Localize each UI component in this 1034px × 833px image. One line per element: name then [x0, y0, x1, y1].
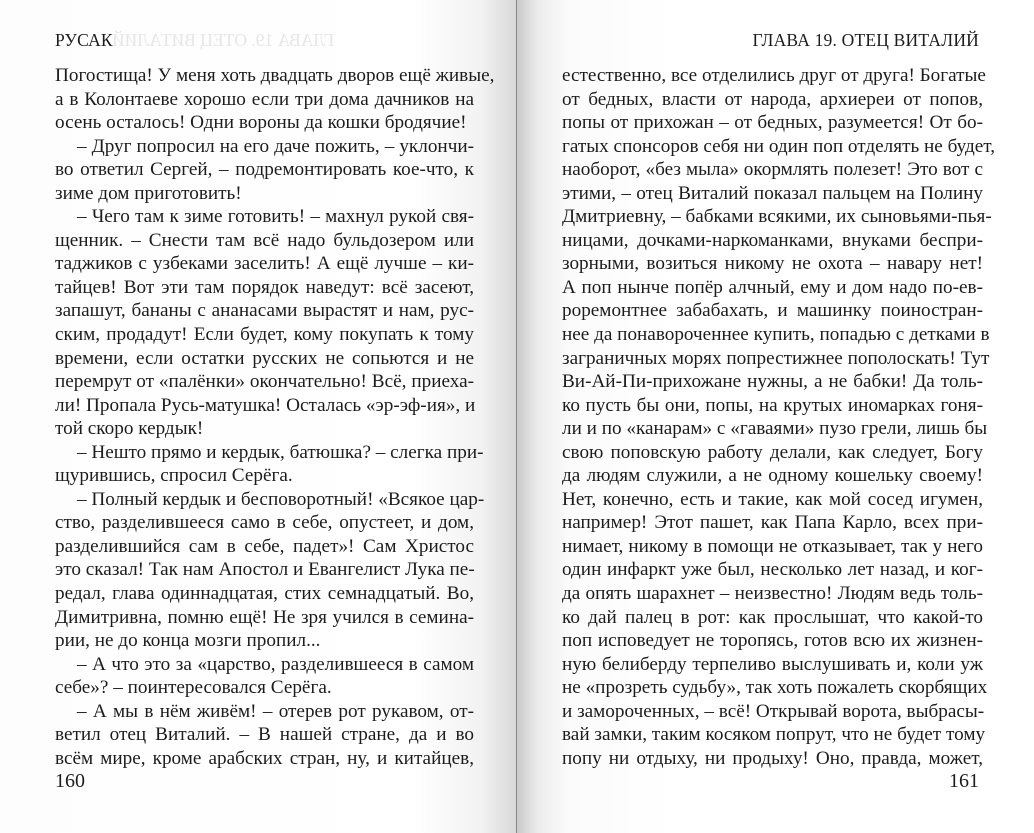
text-line: Нет, конечно, есть и такие, как мой сосед игумен, — [562, 488, 983, 510]
text-line: – А мы в нём живём! – отерев рот рукавом, от- — [77, 700, 474, 722]
text-line: ветил отец Виталий. – В нашей стране, да и во — [55, 724, 474, 746]
text-line: тайцев! Вот эти там порядок наведут: всё засеют, — [55, 276, 474, 298]
text-line: А поп нынче попёр алчный, ему и дом надо по-ев- — [562, 276, 983, 298]
text-line: а в Колонтаеве хорошо если три дома дачников на — [55, 88, 474, 110]
text-line: этими, – отец Виталий показал пальцем на Полину — [562, 182, 983, 204]
text-line: себе»? – поинтересовался Серёга. — [55, 677, 332, 699]
bleed-through-heading: ГЛАВА 19. ОТЕЦ ВИТАЛИЙ — [112, 30, 335, 50]
text-line: нимает, никому в помощи не отказывает, так у него — [562, 535, 983, 557]
text-line: и замороченных, – всё! Открывай ворота, выбрасы- — [562, 700, 985, 722]
text-line: редал, глава одиннадцатая, стих семнадцатый. Во, — [55, 583, 474, 605]
left-page-body — [55, 64, 495, 770]
text-line: заграничных морях попрестижнее пополоскать! Тут — [562, 347, 990, 369]
text-line: не «прозреть судьбу», так хоть пожалеть скорбящих — [562, 677, 988, 699]
text-line: – А что это за «царство, разделившееся в самом — [77, 653, 474, 675]
book-gutter — [516, 0, 517, 833]
text-line: вай замки, таким косяком попрут, что не будет тому — [562, 724, 986, 746]
text-line: осень осталось! Одни вороны да кошки бродячие! — [55, 112, 467, 134]
text-line: – Полный кердык и бесповоротный! «Всякое цар- — [77, 488, 485, 510]
text-line: рии, не до конца мозги пропил... — [55, 630, 321, 652]
text-line: всём мире, кроме арабских стран, ну, и китайцев, — [55, 747, 474, 769]
text-line: Погостища! У меня хоть двадцать дворов ещё живые, — [55, 65, 495, 86]
text-line: разделившийся сам в себе, падет»! Сам Христос — [55, 535, 474, 557]
text-line: попы от прихожан – от бедных, разумеется! От бо- — [562, 112, 983, 134]
text-line: Ви-Ай-Пи-прихожане нужны, а не бабки! Да толь- — [562, 371, 983, 393]
text-line: поп исповедует не торопясь, готов всю их жизнен- — [562, 630, 983, 652]
text-line: ную белиберду терпеливо выслушивать и, коли уж — [562, 653, 983, 675]
text-line: наоборот, «без мыла» окормлять полезет! Это вот с — [562, 159, 983, 181]
text-line: ским, продадут! Если будет, кому покупать к тому — [55, 324, 474, 346]
text-line: ко пусть бы они, попы, на крутых иномарках гоня- — [562, 394, 983, 416]
text-line: да людям служили, а не одному кошельку своему! — [562, 465, 983, 487]
text-line: один инфаркт уже был, несколько лет назад, и ког- — [562, 559, 983, 581]
text-line: это сказал! Так нам Апостол и Евангелист Лука пе- — [55, 559, 475, 581]
right-page-body — [562, 64, 996, 770]
text-line: Дмитриевну, – бабками всякими, их сыновьями-пья- — [562, 206, 992, 228]
text-line: роремонтнее забабахать, и машинку поиностран- — [562, 300, 983, 322]
text-line: естественно, все отделились друг от друга! Богатые — [562, 65, 986, 86]
text-line: перемрут от «палёнки» окончательно! Всё, приеха- — [55, 371, 474, 393]
text-line: запашут, бананы с ананасами вырастят и нам, рус- — [55, 300, 474, 322]
text-line: – Нешто прямо и кердык, батюшка? – слегка при- — [77, 441, 484, 463]
text-line: от бедных, власти от народа, архиереи от попов, — [562, 88, 983, 110]
text-line: например! Этот пашет, как Папа Карло, всех при- — [562, 512, 983, 534]
page-number-left: 160 — [55, 770, 85, 792]
text-line: Димитривна, помню ещё! Не зря учился в семина- — [55, 606, 474, 628]
right-page — [517, 0, 1034, 833]
text-line: попу ни отдыху, ни продыху! Оно, правда, может, — [562, 747, 983, 769]
text-line: – Чего там к зиме готовить! – махнул рукой свя- — [77, 206, 474, 228]
text-line: свою поповскую работу делали, как следует, Богу — [562, 441, 983, 463]
text-line: во ответил Сергей, – подремонтировать кое-что, к — [55, 159, 474, 181]
text-line: времени, если остатки русских не сопьются и не — [55, 347, 474, 369]
text-line: ство, разделившееся само в себе, опустеет, и дом, — [55, 512, 474, 534]
text-line: зорными, возиться никому не охота – навару нет! — [562, 253, 983, 275]
text-line: – Друг попросил на его даче пожить, – уклончи- — [77, 135, 474, 157]
text-line: да опять шарахнет – неизвестно! Людям ведь толь- — [562, 583, 983, 605]
text-line: гатых спонсоров себя ни один поп отделять не будет, — [562, 135, 996, 157]
text-line: ницами, дочками-наркоманками, внуками беспри- — [562, 229, 983, 251]
text-line: щурившись, спросил Серёга. — [55, 465, 293, 487]
text-line: ко дай палец в рот: как прослышат, что какой-то — [562, 606, 983, 628]
text-line: таджиков с узбеками заселить! А ещё лучше – ки- — [55, 253, 474, 275]
text-line: зиме дом приготовить! — [55, 182, 242, 204]
page-number-right: 161 — [949, 770, 979, 792]
text-line: ли! Пропала Русь-матушка! Осталась «эр-эф-ия», и — [55, 394, 476, 416]
text-line: нее да понавороченнее купить, попадью с детками в — [562, 324, 990, 346]
text-line: ли и по «канарам» с «гаваями» пузо грели, лишь бы — [562, 418, 988, 440]
running-head-left: РУСАК — [55, 30, 113, 50]
running-head-right: ГЛАВА 19. ОТЕЦ ВИТАЛИЙ — [752, 30, 979, 50]
text-line: той скоро кердык! — [55, 418, 204, 440]
text-line: щенник. – Снести там всё надо бульдозером или — [55, 229, 474, 251]
